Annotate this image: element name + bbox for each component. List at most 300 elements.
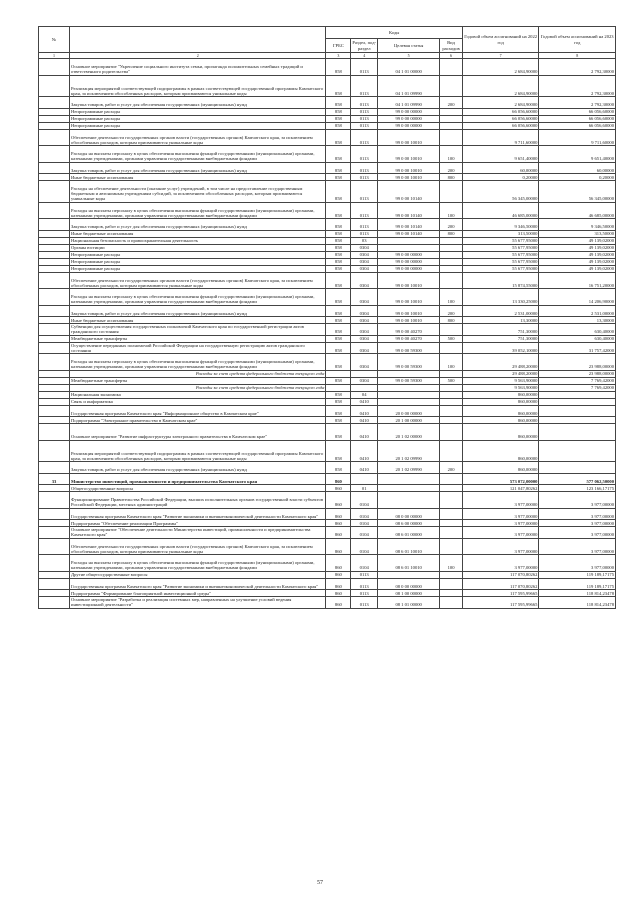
- target-article-cell: 99 0 00 00000: [378, 108, 440, 115]
- row-name-cell: Субвенции для осуществления государственных полномочий Камчатского края по государственной регистрации актов гражданского состояния: [70, 324, 326, 336]
- amount-2023-cell: 2 792,30000: [539, 97, 616, 109]
- amount-2023-cell: 3 977,00000: [539, 555, 616, 572]
- table-row: [39, 590, 616, 597]
- amount-2022-cell: 3 977,00000: [462, 538, 539, 555]
- expense-type-cell: [440, 398, 463, 405]
- target-article-cell: 99 0 00 10140: [378, 230, 440, 237]
- table-row: [39, 162, 616, 174]
- row-name-cell: Связь и информатика: [70, 398, 326, 405]
- row-name-cell: Иные бюджетные ассигнования: [70, 230, 326, 237]
- col-grbs-header: ГРБС: [326, 39, 351, 53]
- target-article-cell: 04 1 01 00000: [378, 59, 440, 76]
- target-article-cell: 99 0 00 10010: [378, 146, 440, 163]
- expense-type-cell: [440, 508, 463, 520]
- row-name-cell: Расходы за счет средств федерального бюджета текущего года: [70, 370, 326, 377]
- row-number-cell: [39, 508, 70, 520]
- amount-2022-cell: 9 563,90000: [462, 377, 539, 384]
- amount-2022-cell: 573 072,00000: [462, 473, 539, 485]
- table-row: [39, 377, 616, 384]
- table-row: [39, 508, 616, 520]
- amount-2023-cell: 49 139,02000: [539, 265, 616, 272]
- table-row: [39, 342, 616, 354]
- amount-2022-cell: 2 684,90000: [462, 59, 539, 76]
- grbs-cell: [326, 370, 351, 377]
- table-row: [39, 597, 616, 609]
- amount-2023-cell: 66 056,60000: [539, 115, 616, 122]
- row-name-cell: Национальная безопасность и правоохранительная деятельность: [70, 237, 326, 244]
- amount-2022-cell: 3 977,00000: [462, 508, 539, 520]
- amount-2023-cell: 118 814,23478: [539, 590, 616, 597]
- amount-2023-cell: [539, 405, 616, 417]
- amount-2022-cell: 117 595,99665: [462, 590, 539, 597]
- amount-2023-cell: 66 056,60000: [539, 108, 616, 115]
- row-number-cell: [39, 251, 70, 258]
- table-row: [39, 272, 616, 289]
- row-name-cell: Закупка товаров, работ и услуг для обеспечения государственных (муниципальных) нужд: [70, 219, 326, 231]
- row-number-cell: [39, 305, 70, 317]
- amount-2023-cell: 49 139,02000: [539, 237, 616, 244]
- row-number-cell: [39, 405, 70, 417]
- target-article-cell: [378, 473, 440, 485]
- row-number-cell: [39, 258, 70, 265]
- row-name-cell: Непрограммные расходы: [70, 122, 326, 129]
- razdel-cell: 0104: [351, 527, 378, 539]
- row-number-cell: [39, 202, 70, 219]
- grbs-cell: 858: [326, 405, 351, 417]
- table-body: [39, 59, 616, 609]
- amount-2022-cell: 860,00000: [462, 462, 539, 474]
- index-cell: 1: [39, 53, 70, 59]
- grbs-cell: 860: [326, 578, 351, 590]
- row-number-cell: [39, 520, 70, 527]
- amount-2023-cell: 14 206,90000: [539, 289, 616, 306]
- col-number-header: №: [39, 27, 70, 53]
- expense-type-cell: [440, 597, 463, 609]
- row-name-cell: Обеспечение деятельности государственных органов власти (государственных органов) Камчатского края, за исключением обособленных расходов, которым присваиваются уникальные коды: [70, 538, 326, 555]
- target-article-cell: 99 0 00 10010: [378, 305, 440, 317]
- row-name-cell: Государственная программа Камчатского края "Развитие экономики и внешнеэкономической деятельности Камчатского края": [70, 578, 326, 590]
- table-row: [39, 129, 616, 146]
- row-number-cell: [39, 342, 70, 354]
- row-number-cell: [39, 354, 70, 371]
- razdel-cell: 0113: [351, 108, 378, 115]
- table-row: [39, 59, 616, 76]
- row-name-cell: Основное мероприятие "Развитие инфраструктуры электронного правительства в Камчатском крае": [70, 424, 326, 441]
- amount-2022-cell: 13,30000: [462, 317, 539, 324]
- row-name-cell: Расходы на выплаты персоналу в целях обеспечения выполнения функций государственными (муниципальными) органами, казенными учреждениями, органами управления государственными внебюджетными фондами: [70, 202, 326, 219]
- grbs-cell: 858: [326, 289, 351, 306]
- target-article-cell: 99 0 00 10010: [378, 162, 440, 174]
- amount-2022-cell: 55 677,95000: [462, 237, 539, 244]
- amount-2023-cell: [539, 398, 616, 405]
- row-name-cell: Расходы на выплаты персоналу в целях обеспечения выполнения функций государственными (муниципальными) органами, казенными учреждениями, органами управления государственными внебюджетными фондами: [70, 289, 326, 306]
- grbs-cell: 860: [326, 485, 351, 492]
- amount-2023-cell: 16 751,20000: [539, 272, 616, 289]
- amount-2022-cell: 66 056,60000: [462, 108, 539, 115]
- razdel-cell: 0304: [351, 335, 378, 342]
- row-name-cell: Обеспечение деятельности государственных органов власти (государственных органов) Камчатского края, за исключением обособленных расходов, которым присваиваются уникальные коды: [70, 272, 326, 289]
- page-number: 57: [317, 880, 323, 886]
- row-name-cell: Непрограммные расходы: [70, 251, 326, 258]
- row-number-cell: [39, 265, 70, 272]
- target-article-cell: 20 1 02 00000: [378, 424, 440, 441]
- amount-2022-cell: 3 977,00000: [462, 527, 539, 539]
- razdel-cell: [351, 370, 378, 377]
- row-number-cell: [39, 230, 70, 237]
- razdel-cell: 0113: [351, 219, 378, 231]
- index-cell: 7: [462, 53, 539, 59]
- razdel-cell: 0410: [351, 398, 378, 405]
- index-cell: 6: [440, 53, 463, 59]
- grbs-cell: 858: [326, 354, 351, 371]
- razdel-cell: 0304: [351, 251, 378, 258]
- table-row: [39, 108, 616, 115]
- razdel-cell: 0410: [351, 440, 378, 462]
- amount-2023-cell: 9 651,40000: [539, 146, 616, 163]
- expense-type-cell: 200: [440, 97, 463, 109]
- index-cell: 2: [70, 53, 326, 59]
- expense-type-cell: [440, 59, 463, 76]
- razdel-cell: [351, 384, 378, 391]
- table-row: [39, 289, 616, 306]
- target-article-cell: [378, 384, 440, 391]
- grbs-cell: 858: [326, 398, 351, 405]
- amount-2022-cell: 0,20000: [462, 174, 539, 181]
- expense-type-cell: [440, 391, 463, 398]
- amount-2023-cell: 9 346,50000: [539, 219, 616, 231]
- table-row: [39, 424, 616, 441]
- target-article-cell: [378, 244, 440, 251]
- target-article-cell: 99 0 00 10140: [378, 202, 440, 219]
- table-row: [39, 122, 616, 129]
- amount-2022-cell: 55 677,95000: [462, 251, 539, 258]
- expense-type-cell: [440, 527, 463, 539]
- amount-2023-cell: 49 139,02000: [539, 244, 616, 251]
- amount-2022-cell: 860,00000: [462, 440, 539, 462]
- col-2023-header: Годовой объем ассигнований на 2023 год: [539, 27, 616, 53]
- row-number-cell: [39, 97, 70, 109]
- amount-2023-cell: 23 988,00000: [539, 354, 616, 371]
- amount-2022-cell: 3 977,00000: [462, 555, 539, 572]
- amount-2022-cell: 9 346,50000: [462, 219, 539, 231]
- razdel-cell: 0304: [351, 342, 378, 354]
- table-row: [39, 219, 616, 231]
- amount-2022-cell: 751,30000: [462, 324, 539, 336]
- expense-type-cell: [440, 324, 463, 336]
- grbs-cell: 858: [326, 75, 351, 97]
- razdel-cell: 0410: [351, 424, 378, 441]
- amount-2023-cell: 7 769,42000: [539, 384, 616, 391]
- amount-2022-cell: 860,00000: [462, 417, 539, 424]
- row-number-cell: [39, 115, 70, 122]
- expense-type-cell: [440, 473, 463, 485]
- razdel-cell: 0410: [351, 417, 378, 424]
- grbs-cell: 860: [326, 555, 351, 572]
- row-name-cell: Расходы на выплаты персоналу в целях обеспечения выполнения функций государственными (муниципальными) органами, казенными учреждениями, органами управления государственными внебюджетными фондами: [70, 555, 326, 572]
- row-name-cell: Непрограммные расходы: [70, 115, 326, 122]
- amount-2023-cell: 313,50000: [539, 230, 616, 237]
- amount-2022-cell: 860,00000: [462, 424, 539, 441]
- razdel-cell: 0113: [351, 597, 378, 609]
- table-row: [39, 538, 616, 555]
- amount-2022-cell: 55 677,95000: [462, 258, 539, 265]
- target-article-cell: 20 0 00 00000: [378, 405, 440, 417]
- amount-2023-cell: [539, 440, 616, 462]
- table-row: [39, 174, 616, 181]
- grbs-cell: 858: [326, 237, 351, 244]
- amount-2022-cell: 2 684,90000: [462, 75, 539, 97]
- amount-2023-cell: 3 977,00000: [539, 492, 616, 509]
- expense-type-cell: [440, 244, 463, 251]
- expense-type-cell: 500: [440, 377, 463, 384]
- codes-header: Коды: [326, 27, 462, 39]
- row-number-cell: [39, 485, 70, 492]
- amount-2022-cell: 60,00000: [462, 162, 539, 174]
- expense-type-cell: 800: [440, 174, 463, 181]
- grbs-cell: 858: [326, 122, 351, 129]
- razdel-cell: 0113: [351, 174, 378, 181]
- expense-type-cell: [440, 75, 463, 97]
- row-name-cell: Непрограммные расходы: [70, 265, 326, 272]
- amount-2022-cell: 29 488,20000: [462, 354, 539, 371]
- razdel-cell: 0304: [351, 258, 378, 265]
- amount-2023-cell: 118 814,23478: [539, 597, 616, 609]
- target-article-cell: 08 0 00 00000: [378, 508, 440, 520]
- row-number-cell: [39, 417, 70, 424]
- table-row: [39, 398, 616, 405]
- razdel-cell: 0104: [351, 555, 378, 572]
- expense-type-cell: 100: [440, 202, 463, 219]
- razdel-cell: 0113: [351, 202, 378, 219]
- row-name-cell: Органы юстиции: [70, 244, 326, 251]
- row-name-cell: Реализация мероприятий соответствующей подпрограммы в рамках соответствующей государственной программы Камчатского края, за исключением обособленных расходов, которым присваиваются уникальные коды: [70, 440, 326, 462]
- row-number-cell: [39, 335, 70, 342]
- table-row: [39, 440, 616, 462]
- razdel-cell: 0304: [351, 377, 378, 384]
- row-number-cell: [39, 146, 70, 163]
- row-number-cell: [39, 424, 70, 441]
- amount-2022-cell: 55 677,95000: [462, 244, 539, 251]
- table-row: [39, 391, 616, 398]
- table-row: [39, 384, 616, 391]
- grbs-cell: 858: [326, 202, 351, 219]
- table-row: [39, 492, 616, 509]
- expense-type-cell: [440, 424, 463, 441]
- expense-type-cell: [440, 571, 463, 578]
- amount-2022-cell: 13 330,25000: [462, 289, 539, 306]
- table-row: [39, 305, 616, 317]
- expense-type-cell: [440, 384, 463, 391]
- index-cell: 3: [326, 53, 351, 59]
- row-name-cell: Межбюджетные трансферты: [70, 377, 326, 384]
- amount-2022-cell: 9 651,40000: [462, 146, 539, 163]
- expense-type-cell: [440, 115, 463, 122]
- table-row: [39, 578, 616, 590]
- expense-type-cell: [440, 265, 463, 272]
- expense-type-cell: [440, 492, 463, 509]
- expense-type-cell: 100: [440, 354, 463, 371]
- row-name-cell: Иные бюджетные ассигнования: [70, 317, 326, 324]
- razdel-cell: 0104: [351, 538, 378, 555]
- row-name-cell: Закупка товаров, работ и услуг для обеспечения государственных (муниципальных) нужд: [70, 462, 326, 474]
- row-name-cell: Межбюджетные трансферты: [70, 335, 326, 342]
- grbs-cell: [326, 384, 351, 391]
- table-row: [39, 75, 616, 97]
- target-article-cell: 20 1 02 09990: [378, 440, 440, 462]
- amount-2022-cell: 55 677,95000: [462, 265, 539, 272]
- index-cell: 8: [539, 53, 616, 59]
- grbs-cell: 858: [326, 115, 351, 122]
- grbs-cell: 858: [326, 305, 351, 317]
- row-name-cell: Государственная программа Камчатского края "Развитие экономики и внешнеэкономической деятельности Камчатского края": [70, 508, 326, 520]
- grbs-cell: 858: [326, 251, 351, 258]
- row-number-cell: [39, 108, 70, 115]
- razdel-cell: 0304: [351, 289, 378, 306]
- grbs-cell: 858: [326, 181, 351, 203]
- expense-type-cell: [440, 440, 463, 462]
- amount-2023-cell: [539, 391, 616, 398]
- amount-2022-cell: 2 531,00000: [462, 305, 539, 317]
- target-article-cell: 99 0 00 10010: [378, 272, 440, 289]
- razdel-cell: 0113: [351, 146, 378, 163]
- expense-type-cell: [440, 251, 463, 258]
- grbs-cell: 860: [326, 492, 351, 509]
- row-name-cell: Закупка товаров, работ и услуг для обеспечения государственных (муниципальных) нужд: [70, 305, 326, 317]
- amount-2022-cell: 751,30000: [462, 335, 539, 342]
- table-row: [39, 527, 616, 539]
- row-number-cell: [39, 492, 70, 509]
- razdel-cell: 0113: [351, 181, 378, 203]
- row-name-cell: Государственная программа Камчатского края "Информационное общество в Камчатском крае": [70, 405, 326, 417]
- table-row: [39, 520, 616, 527]
- grbs-cell: 858: [326, 258, 351, 265]
- grbs-cell: 858: [326, 342, 351, 354]
- row-name-cell: Основное мероприятие "Обеспечение деятельности Министерства инвестиций, промышленности и предпринимательства Камчатского края": [70, 527, 326, 539]
- amount-2023-cell: 2 792,30000: [539, 75, 616, 97]
- grbs-cell: 858: [326, 244, 351, 251]
- target-article-cell: 99 0 00 10010: [378, 289, 440, 306]
- target-article-cell: 99 0 00 00000: [378, 265, 440, 272]
- index-cell: 5: [378, 53, 440, 59]
- row-number-cell: [39, 578, 70, 590]
- budget-table: [38, 26, 616, 609]
- target-article-cell: 04 1 01 09990: [378, 75, 440, 97]
- grbs-cell: 858: [326, 391, 351, 398]
- razdel-cell: [351, 473, 378, 485]
- row-name-cell: Реализация мероприятий соответствующей подпрограммы в рамках соответствующей государственной программы Камчатского края, за исключением обособленных расходов, которым присваиваются уникальные коды: [70, 75, 326, 97]
- row-number-cell: [39, 398, 70, 405]
- row-number-cell: [39, 527, 70, 539]
- table-row: [39, 473, 616, 485]
- target-article-cell: 08 1 01 00000: [378, 597, 440, 609]
- amount-2023-cell: 56 345,00000: [539, 181, 616, 203]
- razdel-cell: 0113: [351, 162, 378, 174]
- expense-type-cell: 800: [440, 317, 463, 324]
- row-number-cell: [39, 597, 70, 609]
- target-article-cell: 08 6 01 10010: [378, 538, 440, 555]
- target-article-cell: 08 6 01 00000: [378, 527, 440, 539]
- row-number-cell: [39, 289, 70, 306]
- razdel-cell: 0113: [351, 115, 378, 122]
- amount-2023-cell: 3 977,00000: [539, 508, 616, 520]
- row-name-cell: Расходы на выплаты персоналу в целях обеспечения выполнения функций государственными (муниципальными) органами, казенными учреждениями, органами управления государственными внебюджетными фондами: [70, 354, 326, 371]
- target-article-cell: 99 0 00 10010: [378, 174, 440, 181]
- razdel-cell: 0104: [351, 508, 378, 520]
- grbs-cell: 858: [326, 97, 351, 109]
- grbs-cell: 858: [326, 417, 351, 424]
- target-article-cell: 99 0 00 10140: [378, 219, 440, 231]
- amount-2022-cell: 860,00000: [462, 398, 539, 405]
- expense-type-cell: 200: [440, 219, 463, 231]
- row-number-cell: [39, 75, 70, 97]
- row-name-cell: Подпрограмма "Формирование благоприятной инвестиционной среды": [70, 590, 326, 597]
- target-article-cell: 99 0 00 10140: [378, 181, 440, 203]
- table-row: [39, 335, 616, 342]
- table-row: [39, 485, 616, 492]
- expense-type-cell: [440, 590, 463, 597]
- amount-2022-cell: 3 977,00000: [462, 492, 539, 509]
- amount-2022-cell: 860,00000: [462, 405, 539, 417]
- row-number-cell: [39, 272, 70, 289]
- table-row: [39, 97, 616, 109]
- amount-2023-cell: 49 139,02000: [539, 258, 616, 265]
- target-article-cell: 99 0 00 00000: [378, 115, 440, 122]
- target-article-cell: [378, 571, 440, 578]
- expense-type-cell: 200: [440, 305, 463, 317]
- row-number-cell: [39, 538, 70, 555]
- grbs-cell: 860: [326, 538, 351, 555]
- table-row: [39, 265, 616, 272]
- expense-type-cell: [440, 485, 463, 492]
- table-row: [39, 251, 616, 258]
- row-name-cell: Расходы на обеспечение деятельности (оказание услуг) учреждений, в том числе на предоставление государственным бюджетным и автономным учреждениям субсидий, за исключением обособленных расходов, которым присваиваются уникальные коды: [70, 181, 326, 203]
- table-row: [39, 417, 616, 424]
- target-article-cell: 99 0 00 40270: [378, 335, 440, 342]
- amount-2022-cell: 117 070,80262: [462, 578, 539, 590]
- target-article-cell: 99 0 00 59300: [378, 342, 440, 354]
- row-name-cell: Непрограммные расходы: [70, 108, 326, 115]
- table-row: [39, 462, 616, 474]
- amount-2022-cell: 313,50000: [462, 230, 539, 237]
- amount-2022-cell: 46 685,00000: [462, 202, 539, 219]
- expense-type-cell: 100: [440, 289, 463, 306]
- table-row: [39, 370, 616, 377]
- table-row: [39, 354, 616, 371]
- amount-2022-cell: 29 488,20000: [462, 370, 539, 377]
- row-name-cell: Иные бюджетные ассигнования: [70, 174, 326, 181]
- amount-2023-cell: 49 139,02000: [539, 251, 616, 258]
- grbs-cell: 858: [326, 424, 351, 441]
- razdel-cell: 0113: [351, 59, 378, 76]
- razdel-cell: 0304: [351, 272, 378, 289]
- target-article-cell: [378, 237, 440, 244]
- budget-table-sheet: [38, 26, 616, 609]
- amount-2022-cell: 117 595,99665: [462, 597, 539, 609]
- razdel-cell: 04: [351, 391, 378, 398]
- table-row: [39, 324, 616, 336]
- row-name-cell: Непрограммные расходы: [70, 258, 326, 265]
- target-article-cell: 99 0 00 10010: [378, 129, 440, 146]
- amount-2023-cell: 13,30000: [539, 317, 616, 324]
- grbs-cell: 860: [326, 473, 351, 485]
- target-article-cell: [378, 492, 440, 509]
- row-number-cell: [39, 59, 70, 76]
- expense-type-cell: 100: [440, 555, 463, 572]
- row-number-cell: [39, 555, 70, 572]
- expense-type-cell: 800: [440, 230, 463, 237]
- expense-type-cell: 500: [440, 335, 463, 342]
- grbs-cell: 858: [326, 174, 351, 181]
